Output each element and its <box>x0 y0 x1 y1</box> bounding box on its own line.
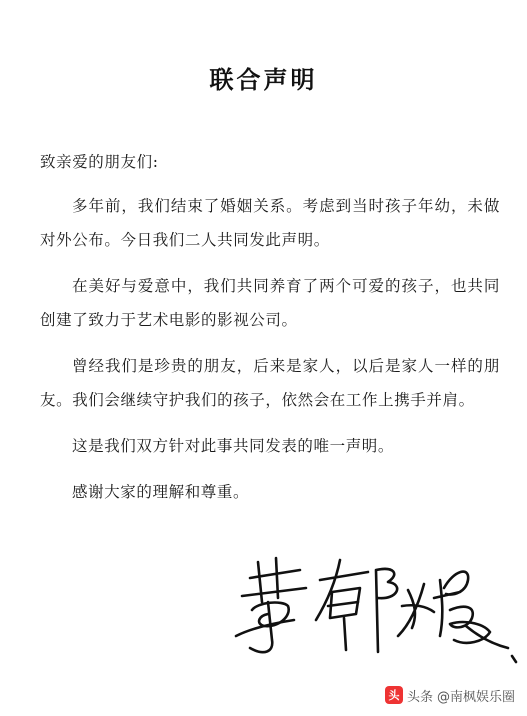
paragraph-1: 多年前，我们结束了婚姻关系。考虑到当时孩子年幼，未做对外公布。今日我们二人共同发此声明。 <box>40 197 500 249</box>
watermark-handle: @南枫娱乐圈 <box>436 689 515 705</box>
statement-title: 联合声明 <box>209 66 318 94</box>
platform-watermark <box>385 684 515 706</box>
paragraph-2: 在美好与爱意中，我们共同养育了两个可爱的孩子，也共同创建了致力于艺术电影的影视公司。 <box>40 277 500 329</box>
paragraph-3: 曾经我们是珍贵的朋友，后来是家人，以后是家人一样的朋友。我们会继续守护我们的孩子，依然会在工作上携手并肩。 <box>40 357 500 409</box>
handwritten-signature <box>228 540 523 670</box>
watermark-prefix: 头条 <box>406 689 433 705</box>
statement-body <box>40 145 500 521</box>
paragraph-4: 这是我们双方针对此事共同发表的唯一声明。 <box>72 437 395 455</box>
paragraph-5: 感谢大家的理解和尊重。 <box>72 483 250 501</box>
toutiao-logo-icon: 头 <box>385 686 403 704</box>
greeting-line: 致亲爱的朋友们: <box>40 153 159 171</box>
